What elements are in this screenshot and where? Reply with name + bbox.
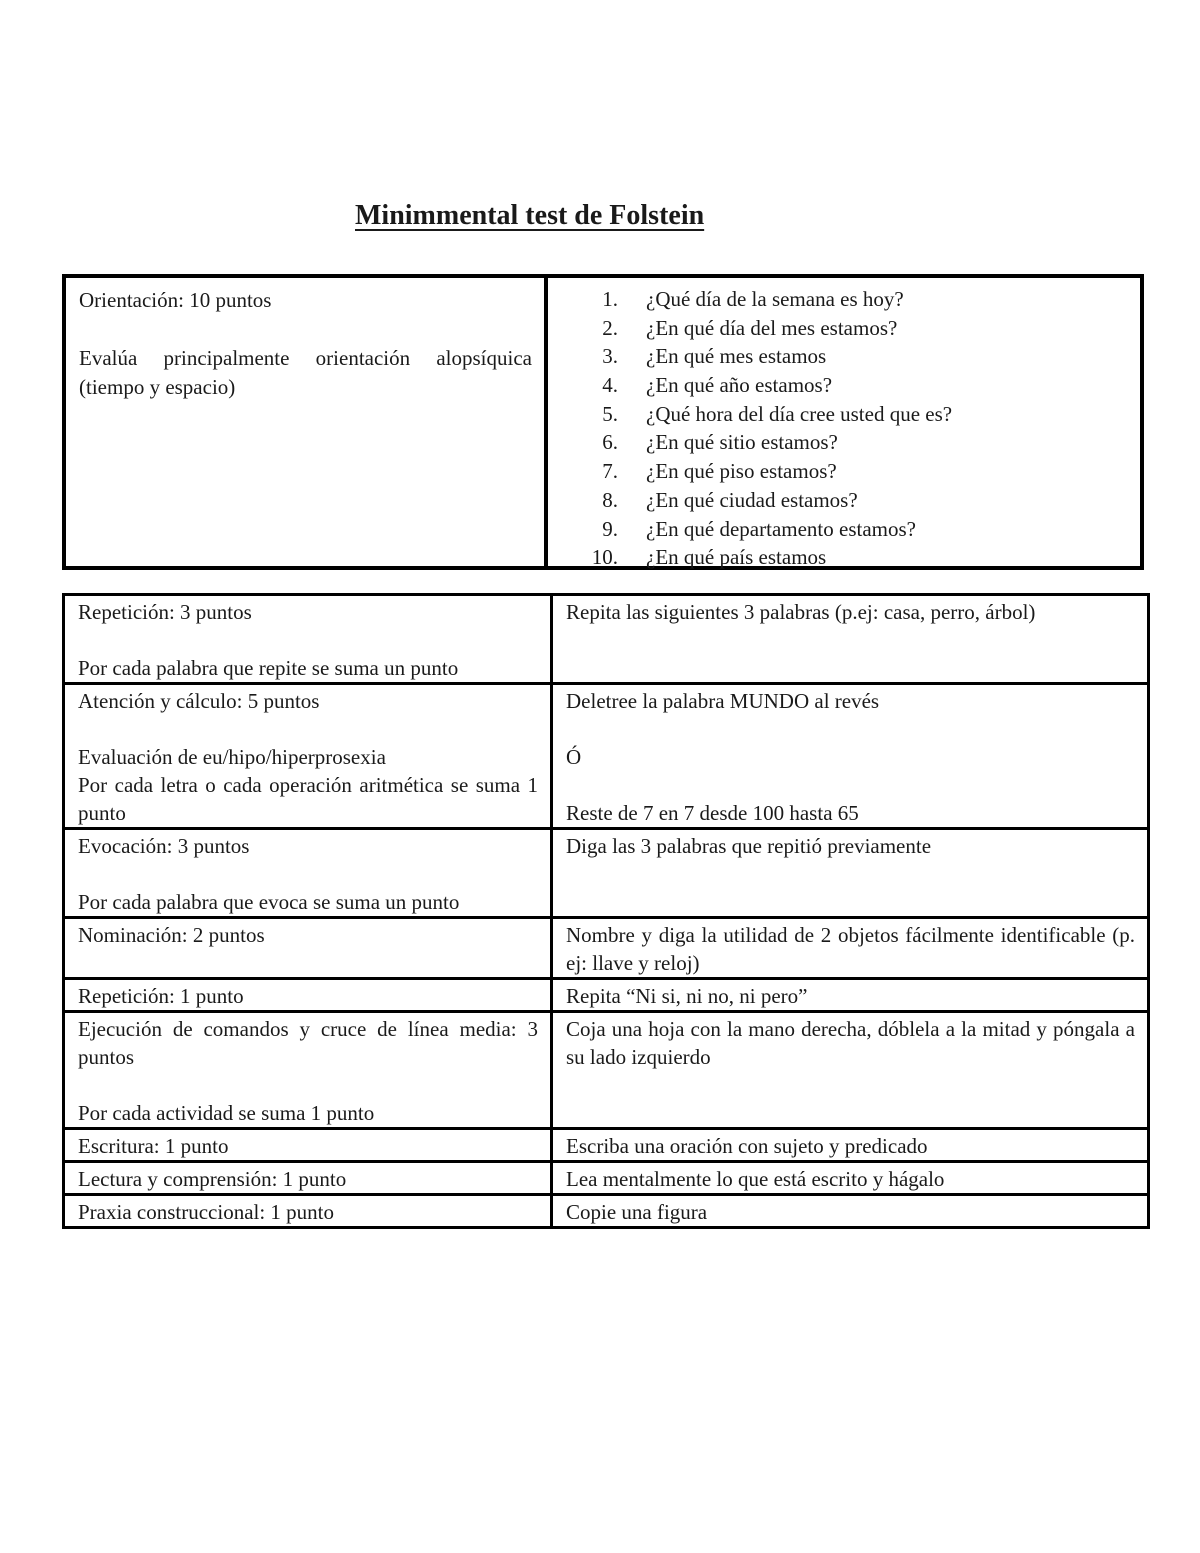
section-cell: [64, 1162, 552, 1195]
section-title: Repetición: 1 punto: [78, 984, 244, 1008]
section-title: Ejecución de comandos y cruce de línea media: 3 puntos: [78, 1017, 538, 1069]
section-title: Praxia construccional: 1 punto: [78, 1200, 335, 1224]
orientation-table: [62, 274, 1144, 570]
assessment-table: [62, 593, 1150, 1229]
instruction-text: Repita las siguientes 3 palabras (p.ej: casa, perro, árbol): [566, 600, 1036, 624]
question-item: 1. ¿Qué día de la semana es hoy?: [602, 287, 904, 311]
orientation-description: Evalúa principalmente orientación alopsíquica (tiempo y espacio): [79, 346, 532, 399]
document-title: Minimmental test de Folstein: [355, 200, 705, 231]
table-row: [64, 829, 1149, 918]
instruction-text: Copie una figura: [566, 1200, 708, 1224]
section-title: Lectura y comprensión: 1 punto: [78, 1167, 347, 1191]
section-note: Por cada palabra que evoca se suma un punto: [78, 890, 460, 914]
instruction-text: Ó: [566, 745, 582, 769]
instruction-text: Diga las 3 palabras que repitió previamente: [566, 834, 932, 858]
section-title: Atención y cálculo: 5 puntos: [78, 689, 320, 713]
table-row: [64, 684, 1149, 829]
section-cell: [64, 829, 552, 918]
question-item: 9. ¿En qué departamento estamos?: [602, 516, 916, 541]
question-item: 3. ¿En qué mes estamos: [602, 344, 827, 369]
question-item: 10. ¿En qué país estamos: [591, 545, 827, 570]
instruction-text: Deletree la palabra MUNDO al revés: [566, 689, 880, 713]
instruction-text: Coja una hoja con la mano derecha, dóblela a la mitad y póngala a su lado izquierdo: [566, 1017, 1135, 1069]
instruction-text: Nombre y diga la utilidad de 2 objetos fácilmente identificable (p. ej: llave y reloj): [566, 923, 1135, 975]
instruction-text: Lea mentalmente lo que está escrito y hágalo: [566, 1167, 945, 1191]
instruction-cell: [552, 684, 1149, 829]
instruction-cell: [552, 1162, 1149, 1195]
section-title: Repetición: 3 puntos: [78, 600, 252, 624]
instruction-cell: [552, 979, 1149, 1012]
section-cell: [64, 684, 552, 829]
orientation-heading: Orientación: 10 puntos: [79, 288, 272, 312]
section-note: Por cada palabra que repite se suma un punto: [78, 656, 459, 680]
question-item: 7. ¿En qué piso estamos?: [602, 459, 837, 484]
section-cell: [64, 595, 552, 684]
section-cell: [64, 979, 552, 1012]
instruction-cell: [552, 829, 1149, 918]
section-cell: [64, 918, 552, 979]
table-row: [64, 595, 1149, 684]
section-cell: [64, 1012, 552, 1129]
table-row: [64, 918, 1149, 979]
question-item: 8. ¿En qué ciudad estamos?: [602, 487, 858, 512]
instruction-cell: [552, 595, 1149, 684]
orientation-question-list: [548, 285, 1140, 572]
section-note: Por cada letra o cada operación aritmética se suma 1 punto: [78, 773, 538, 825]
section-note: Evaluación de eu/hipo/hiperprosexia: [78, 745, 386, 769]
question-item: 6. ¿En qué sitio estamos?: [602, 430, 838, 455]
section-title: Nominación: 2 puntos: [78, 923, 265, 947]
section-title: Evocación: 3 puntos: [78, 834, 250, 858]
orientation-questions-cell: [548, 278, 1140, 570]
table-row: [64, 1129, 1149, 1162]
section-cell: [64, 1195, 552, 1228]
question-item: 2. ¿En qué día del mes estamos?: [602, 315, 898, 340]
table-row: [64, 1012, 1149, 1129]
instruction-cell: [552, 1129, 1149, 1162]
table-row: [64, 1195, 1149, 1228]
table-row: [64, 1162, 1149, 1195]
instruction-text: Repita “Ni si, ni no, ni pero”: [566, 984, 808, 1008]
instruction-cell: [552, 1195, 1149, 1228]
instruction-text: Escriba una oración con sujeto y predicado: [566, 1134, 928, 1158]
instruction-cell: [552, 1012, 1149, 1129]
instruction-text: Reste de 7 en 7 desde 100 hasta 65: [566, 801, 859, 825]
table-row: [64, 979, 1149, 1012]
section-note: Por cada actividad se suma 1 punto: [78, 1101, 375, 1125]
section-cell: [64, 1129, 552, 1162]
section-title: Escritura: 1 punto: [78, 1134, 229, 1158]
instruction-cell: [552, 918, 1149, 979]
question-item: 4. ¿En qué año estamos?: [602, 373, 833, 398]
question-item: 5. ¿Qué hora del día cree usted que es?: [602, 401, 953, 426]
orientation-info-cell: [66, 278, 548, 566]
